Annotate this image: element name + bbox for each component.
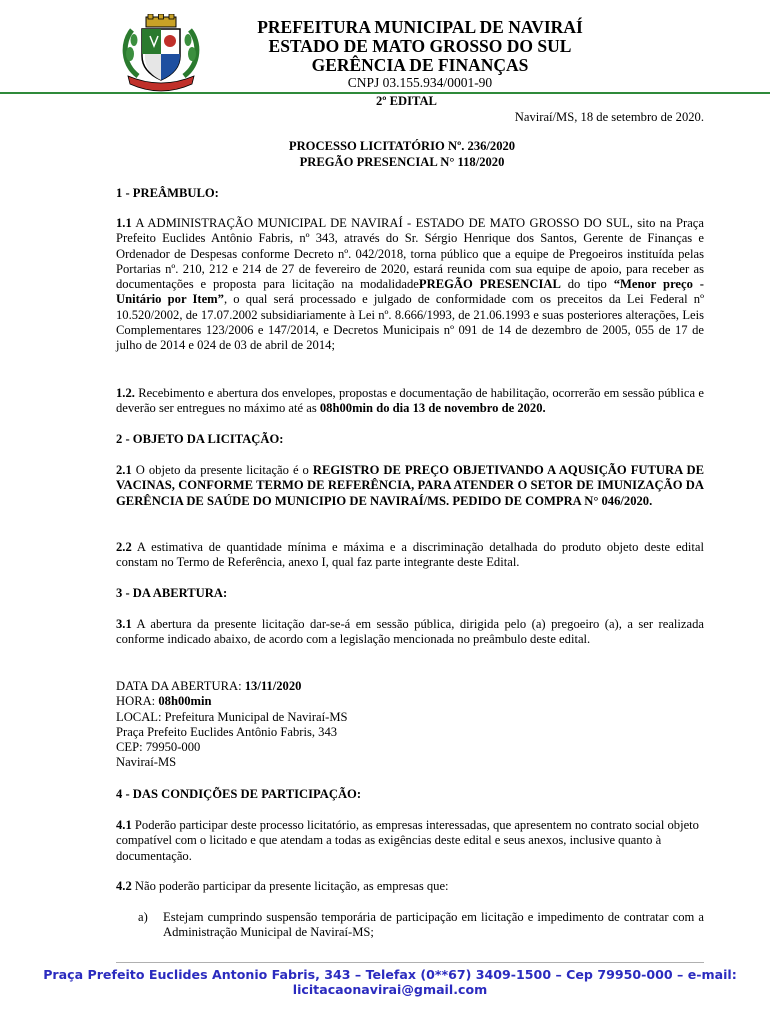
opening-city: Naviraí-MS (116, 755, 177, 770)
opening-time (116, 694, 704, 709)
paragraph-text: A estimativa de quantidade mínima e máxima e a discriminação detalhada do produto objeto deste edital constam no Termo de Referência, anexo I, qual faz parte integrante deste Edital. (116, 540, 704, 570)
opening-time-value: 08h00min (158, 694, 212, 709)
footer-email: licitacaonavirai@gmail.com (292, 982, 488, 997)
paragraph-4-1 (116, 818, 704, 864)
paragraph-text: do tipo (560, 277, 614, 292)
paragraph-3-1 (116, 617, 704, 648)
object-bold: REGISTRO DE PREÇO OBJETIVANDO A AQUSIÇÃO FUTURA DE VACINAS, CONFORME TERMO DE REFERÊNCIA, PARA ATENDER O SETOR DE IMUNIZAÇÃO DA GERÊNCIA DE SAÚDE DO MUNICIPIO DE NAVIRAÍ/MS. PEDIDO DE COMPRA N° 046/2020. (116, 463, 704, 508)
footer-address-line: Praça Prefeito Euclides Antonio Fabris, 343 – Telefax (0**67) 3409-1500 – Cep 79950-000 – e-mail: (43, 967, 737, 982)
section-1-title: 1 - PREÂMBULO: (116, 186, 219, 200)
opening-date (116, 679, 704, 694)
place-date: Naviraí/MS, 18 de setembro de 2020. (514, 110, 704, 124)
paragraph-2-1 (116, 463, 704, 509)
footer-divider (116, 962, 704, 963)
edital-number: 2º EDITAL (376, 94, 437, 108)
opening-details (116, 679, 704, 771)
paragraph-text: , o qual será processado e julgado de conformidade com os preceitos da Lei Federal nº 10.520/2002, de 17.07.2002 subsidiariamente à Lei nº. 8.666/1993, de 21.06.1993 e suas posteriores alterações, Leis Complementares 123/2006 e 147/2014, e Decretos Municipais nº 091 de 14 de dezembro de 2005, 055 de 17 de julho de 2014 e 024 de 03 de abril de 2014; (116, 292, 704, 353)
paragraph-number: 2.1 (116, 463, 132, 477)
section-3-title: 3 - DA ABERTURA: (116, 586, 228, 600)
opening-street: Praça Prefeito Euclides Antônio Fabris, 343 (116, 724, 338, 739)
paragraph-text: A abertura da presente licitação dar-se-á em sessão pública, dirigida pelo (a) pregoeiro (a), a ser realizada conforme indicado abaixo, de acordo com a legislação mencionada no preâmbulo deste edital. (116, 617, 704, 647)
paragraph-number: 4.1 (116, 818, 132, 832)
modality-bold: PREGÃO PRESENCIAL (418, 277, 561, 292)
opening-date-label: DATA DA ABERTURA: (116, 679, 245, 693)
footer-address (20, 967, 760, 997)
process-number: PROCESSO LICITATÓRIO Nº. 236/2020 (288, 139, 516, 153)
paragraph-text: Poderão participar deste processo licitatório, as empresas interessadas, que apresentem no contrato social objeto compatível com o licitado e que atendam a todas as exigências deste edital e seus anexos, inclusive quanto à documentação. (116, 818, 699, 863)
list-item-a: Estejam cumprindo suspensão temporária de participação em licitação e impedimento de contratar com a Administração Municipal de Naviraí-MS; (163, 910, 704, 940)
paragraph-text: Não poderão participar da presente licitação, as empresas que: (131, 879, 449, 893)
section-2-title: 2 - OBJETO DA LICITAÇÃO: (116, 432, 284, 446)
paragraph-number: 1.1 (116, 216, 132, 230)
type-bold: “Menor preço - Unitário por Item” (116, 277, 704, 307)
opening-cep: CEP: 79950-000 (116, 740, 201, 755)
paragraph-text: A ADMINISTRAÇÃO MUNICIPAL DE NAVIRAÍ - ESTADO DE MATO GROSSO DO SUL, sito na Praça Prefeito Euclides Antônio Fabris, nº 343, através do Sr. Sérgio Henrique dos Santos, Gerente de Finanças e Ordenador de Despesas conforme Decreto nº. 042/2018, torna público que a equipe de Pregoeiros instituída pelas Portarias nº. 210, 212 e 214 de 27 de fevereiro de 2020, estará reunida com sua equipe de apoio, para receber as documentações e proposta para licitação na modalidade (116, 216, 704, 292)
header-title-estado: ESTADO DE MATO GROSSO DO SUL (268, 36, 572, 56)
paragraph-1-2 (116, 386, 704, 417)
header-cnpj: CNPJ 03.155.934/0001-90 (347, 75, 493, 90)
opening-date-value: 13/11/2020 (244, 679, 302, 693)
paragraph-2-2 (116, 540, 704, 571)
paragraph-number: 4.2 (116, 879, 132, 893)
section-4-title: 4 - DAS CONDIÇÕES DE PARTICIPAÇÃO: (116, 787, 362, 801)
paragraph-text: O objeto da presente licitação é o (131, 463, 313, 477)
deadline-bold: 08h00min do dia 13 de novembro de 2020. (319, 401, 546, 416)
opening-local: LOCAL: Prefeitura Municipal de Naviraí-MS (116, 709, 348, 724)
list-item-a-marker: a) (138, 910, 148, 924)
header-title-gerencia: GERÊNCIA DE FINANÇAS (311, 55, 529, 75)
paragraph-number: 1.2. (116, 386, 135, 400)
header-title-prefeitura: PREFEITURA MUNICIPAL DE NAVIRAÍ (257, 17, 583, 37)
opening-time-label: HORA: (116, 694, 159, 709)
municipal-coat-of-arms-icon (118, 14, 204, 92)
paragraph-4-2 (116, 879, 704, 894)
paragraph-1-1 (116, 216, 704, 354)
paragraph-number: 2.2 (116, 540, 132, 554)
pregao-number: PREGÃO PRESENCIAL N° 118/2020 (299, 155, 505, 169)
paragraph-text: Recebimento e abertura dos envelopes, propostas e documentação de habilitação, ocorrerão em sessão pública e deverão ser entregues no máximo até as (116, 386, 704, 416)
paragraph-number: 3.1 (116, 617, 132, 631)
